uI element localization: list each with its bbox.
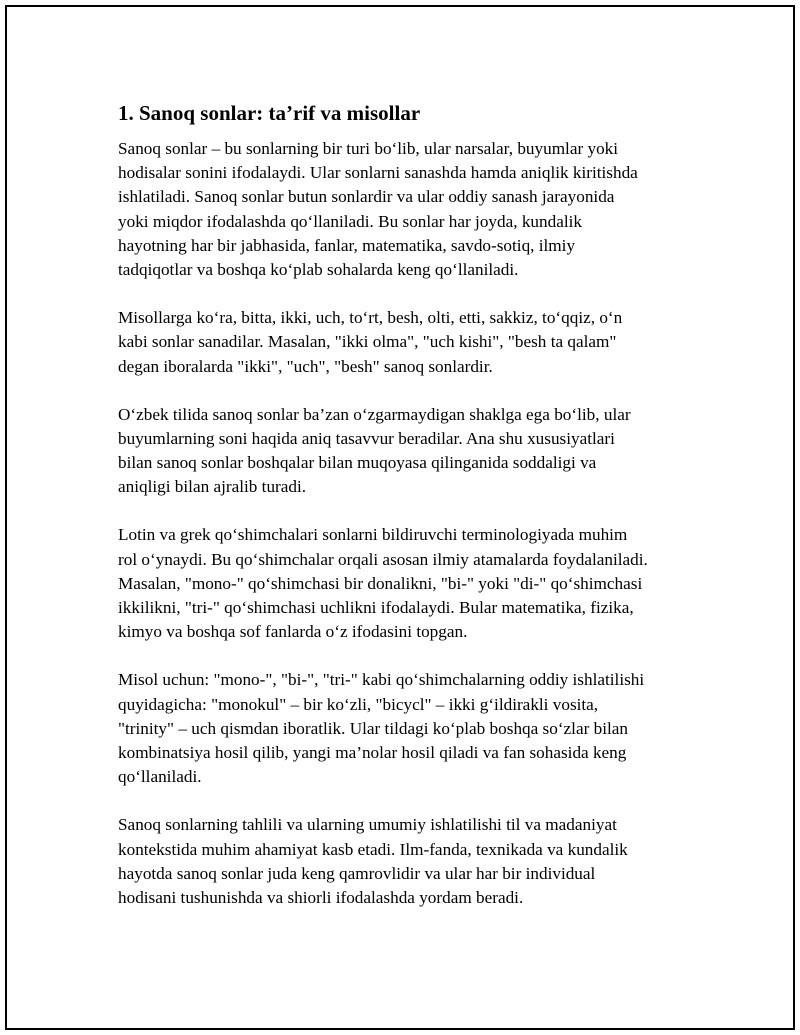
text-line: hayotda sanoq sonlar juda keng qamrovlidir va ular har bir individual xyxy=(118,863,596,883)
page-frame xyxy=(5,5,795,1030)
text-line: kimyo va boshqa sof fanlarda o‘z ifodasini topgan. xyxy=(118,622,468,642)
text-line: O‘zbek tilida sanoq sonlar ba’zan o‘zgarmaydigan shaklga ega bo‘lib, ular xyxy=(118,404,631,424)
text-line: hodisani tushunishda va shiorli ifodalashda yordam beradi. xyxy=(118,887,524,907)
text-line: kabi sonlar sanadilar. Masalan, "ikki olma", "uch kishi", "besh ta qalam" xyxy=(118,332,617,352)
text-line: hodisalar sonini ifodalaydi. Ular sonlarni sanashda hamda aniqlik kiritishda xyxy=(118,163,638,183)
text-line: Lotin va grek qo‘shimchalari sonlarni bildiruvchi terminologiyada muhim xyxy=(118,525,628,545)
text-line: bilan sanoq sonlar boshqalar bilan muqoyasa qilinganida soddaligi va xyxy=(118,453,597,473)
text-line: rol o‘ynaydi. Bu qo‘shimchalar orqali asosan ilmiy atamalarda foydalaniladi. xyxy=(118,549,648,569)
text-line: Sanoq sonlarning tahlili va ularning umumiy ishlatilishi til va madaniyat xyxy=(118,815,617,835)
text-line: buyumlarning soni haqida aniq tasavvur beradilar. Ana shu xususiyatlari xyxy=(118,428,615,448)
text-line: degan iboralarda "ikki", "uch", "besh" sanoq sonlardir. xyxy=(118,356,493,376)
text-line: ishlatiladi. Sanoq sonlar butun sonlardir va ular oddiy sanash jarayonida xyxy=(118,187,615,207)
text-line: Sanoq sonlar – bu sonlarning bir turi bo‘lib, ular narsalar, buyumlar yoki xyxy=(118,139,619,158)
text-line: quyidagicha: "monokul" – bir ko‘zli, "bicycl" – ikki g‘ildirakli vosita, xyxy=(118,694,599,714)
paragraph-conclusion xyxy=(118,813,698,910)
paragraph-uzbek-features xyxy=(118,403,698,500)
text-line: aniqligi bilan ajralib turadi. xyxy=(118,477,307,497)
text-line: Misol uchun: "mono-", "bi-", "tri-" kabi qo‘shimchalarning oddiy ishlatilishi xyxy=(118,670,645,690)
text-line: kontekstida muhim ahamiyat kasb etadi. Ilm-fanda, texnikada va kundalik xyxy=(118,839,628,859)
text-line: Masalan, "mono-" qo‘shimchasi bir donalikni, "bi-" yoki "di-" qo‘shimchasi xyxy=(118,573,643,593)
text-line: yoki miqdor ifodalashda qo‘llaniladi. Bu sonlar har joyda, kundalik xyxy=(118,211,582,231)
text-line: hayotning har bir jabhasida, fanlar, matematika, savdo-sotiq, ilmiy xyxy=(118,235,576,255)
document-body xyxy=(118,99,698,934)
text-line: ikkilikni, "tri-" qo‘shimchasi uchlikni ifodalaydi. Bular matematika, fizika, xyxy=(118,598,634,617)
text-line: qo‘llaniladi. xyxy=(118,767,202,787)
text-line: Misollarga ko‘ra, bitta, ikki, uch, to‘rt, besh, olti, etti, sakkiz, to‘qqiz, o‘n xyxy=(118,308,623,328)
paragraph-definition xyxy=(118,137,698,282)
paragraph-examples xyxy=(118,306,698,379)
paragraph-prefix-examples xyxy=(118,668,698,789)
text-line: "trinity" – uch qismdan iboratlik. Ular tildagi ko‘plab boshqa so‘zlar bilan xyxy=(118,718,628,738)
text-line: tadqiqotlar va boshqa ko‘plab sohalarda keng qo‘llaniladi. xyxy=(118,259,519,279)
document-title: 1. Sanoq sonlar: ta’rif va misollar xyxy=(118,101,421,125)
paragraph-latin-greek-prefixes xyxy=(118,523,698,644)
text-line: kombinatsiya hosil qilib, yangi ma’nolar hosil qiladi va fan sohasida keng xyxy=(118,742,627,762)
